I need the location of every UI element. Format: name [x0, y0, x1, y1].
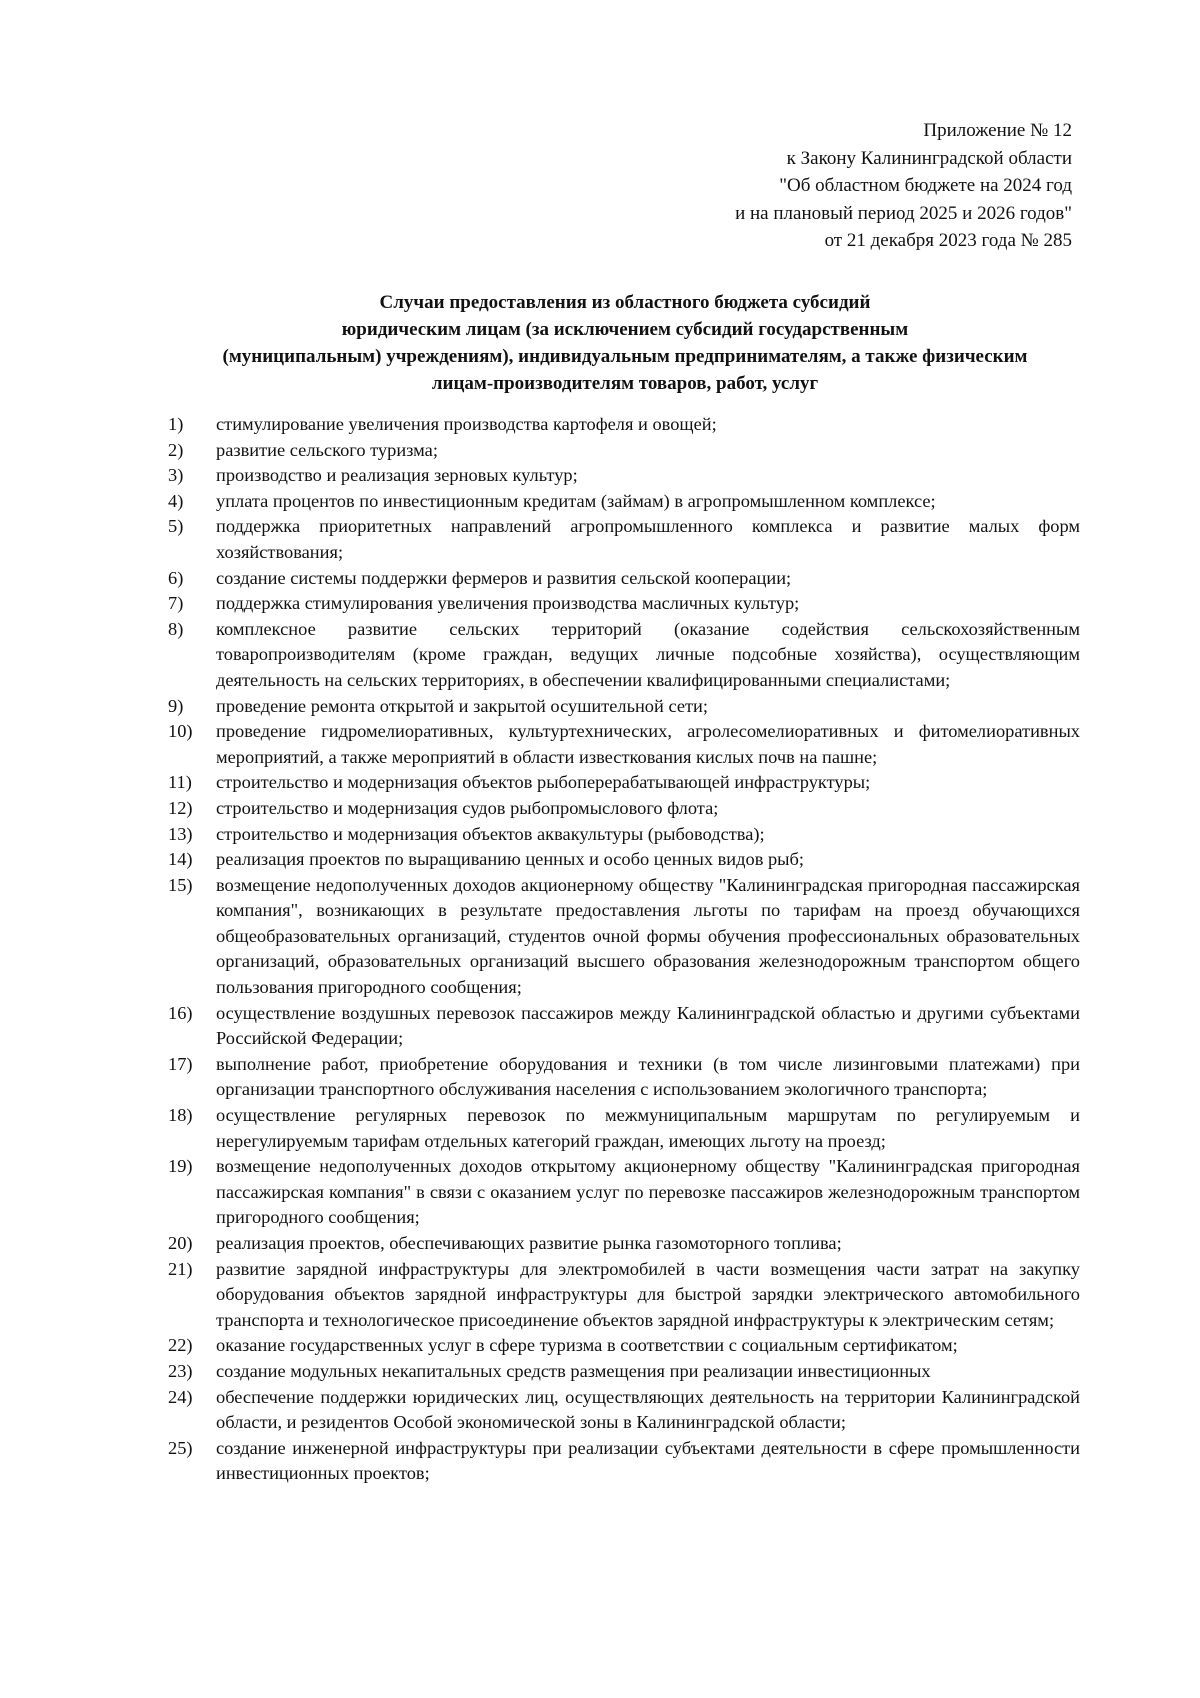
item-text: проведение гидромелиоративных, культуртехнических, агролесомелиоративных и фитомелиоративных мероприятий, а также мероприятий в области известкования кислых почв на пашне;	[216, 721, 1080, 767]
list-item	[168, 822, 1080, 848]
list-item	[168, 1052, 1080, 1103]
list-item	[168, 1257, 1080, 1334]
item-number: 22)	[168, 1335, 193, 1356]
item-text: реализация проектов по выращиванию ценных и особо ценных видов рыб;	[216, 849, 804, 870]
item-text: строительство и модернизация объектов рыбоперерабатывающей инфраструктуры;	[216, 772, 871, 793]
list-item	[168, 719, 1080, 770]
subsidy-cases-list	[168, 412, 1080, 1487]
title-line-1: Случаи предоставления из областного бюджета субсидий	[379, 292, 871, 313]
item-number: 12)	[168, 797, 193, 818]
appendix-number: Приложение № 12	[923, 120, 1072, 141]
list-item	[168, 412, 1080, 438]
item-number: 4)	[168, 490, 184, 511]
item-number: 23)	[168, 1360, 193, 1381]
item-number: 25)	[168, 1437, 193, 1458]
list-item	[168, 514, 1080, 565]
title-line-3: (муниципальным) учреждениям), индивидуальным предпринимателям, а также физическим	[222, 346, 1028, 367]
item-text: реализация проектов, обеспечивающих развитие рынка газомоторного топлива;	[216, 1233, 842, 1253]
item-text: создание модульных некапитальных средств размещения при реализации инвестиционных	[216, 1360, 931, 1381]
item-number: 16)	[168, 1002, 193, 1023]
item-number: 19)	[168, 1156, 193, 1177]
list-item	[168, 489, 1080, 515]
law-title-line-1: "Об областном бюджете на 2024 год	[779, 175, 1072, 196]
item-text: возмещение недополученных доходов открытому акционерному обществу "Калининградская пригородная пассажирская компания" в связи с оказанием услуг по перевозке пассажиров железнодорожным транспортом пригородного сообщения;	[216, 1156, 1080, 1228]
item-number: 8)	[168, 618, 184, 639]
list-item	[168, 617, 1080, 694]
item-text: поддержка стимулирования увеличения производства масличных культур;	[216, 593, 800, 614]
item-number: 13)	[168, 823, 193, 844]
item-number: 15)	[168, 874, 193, 895]
item-text: уплата процентов по инвестиционным кредитам (займам) в агропромышленном комплексе;	[216, 490, 936, 511]
item-text: выполнение работ, приобретение оборудования и техники (в том числе лизинговыми платежами) при организации транспортного обслуживания населения с использованием экологичного транспорта;	[216, 1053, 1080, 1100]
item-text: возмещение недополученных доходов акционерному обществу "Калининградская пригородная пассажирская компания", возникающих в результате предоставления льготы по тарифам на проезд обучающихся общеобразовательных организаций, студентов очной формы обучения профессиональных образовательных организаций, образовательных организаций высшего образования железнодорожным транспортом общего пользования пригородного сообщения;	[216, 874, 1080, 998]
item-text: поддержка приоритетных направлений агропромышленного комплекса и развитие малых форм хозяйствования;	[216, 516, 1080, 562]
list-item	[168, 847, 1080, 873]
item-number: 7)	[168, 593, 184, 614]
item-number: 24)	[168, 1386, 193, 1407]
list-item	[168, 1231, 1080, 1257]
item-text: строительство и модернизация судов рыбопромыслового флота;	[216, 797, 719, 818]
item-number: 9)	[168, 695, 184, 716]
item-text: производство и реализация зерновых культур;	[216, 465, 578, 486]
item-text: осуществление регулярных перевозок по межмуниципальным маршрутам по регулируемым и нерегулируемым тарифам отдельных категорий граждан, имеющих льготу на проезд;	[216, 1105, 1080, 1151]
list-item	[168, 770, 1080, 796]
item-text: комплексное развитие сельских территорий (оказание содействия сельскохозяйственным товаропроизводителям (кроме граждан, ведущих личные подсобные хозяйства), осуществляющим деятельность на сельских территориях, в обеспечении квалифицированными специалистами;	[216, 618, 1080, 690]
list-item	[168, 1333, 1080, 1359]
list-item	[168, 694, 1080, 720]
list-item	[168, 1001, 1080, 1052]
title-line-4: лицам-производителям товаров, работ, услуг	[431, 373, 819, 394]
item-number: 17)	[168, 1053, 193, 1074]
list-item	[168, 438, 1080, 464]
item-text: развитие зарядной инфраструктуры для электромобилей в части возмещения части затрат на закупку оборудования объектов зарядной инфраструктуры для быстрой зарядки электрического автомобильного транспорта и технологическое присоединение объектов зарядной инфраструктуры к электрическим сетям;	[216, 1258, 1080, 1330]
item-text: оказание государственных услуг в сфере туризма в соответствии с социальным сертификатом;	[216, 1335, 958, 1356]
item-number: 14)	[168, 849, 193, 870]
item-number: 10)	[168, 721, 193, 742]
item-number: 11)	[168, 772, 192, 793]
item-text: обеспечение поддержки юридических лиц, осуществляющих деятельность на территории Калининградской области, и резидентов Особой экономической зоны в Калининградской области;	[216, 1386, 1080, 1433]
list-item	[168, 463, 1080, 489]
list-item	[168, 796, 1080, 822]
list-item	[168, 1154, 1080, 1231]
title-line-2: юридическим лицам (за исключением субсидий государственным	[341, 319, 909, 340]
item-number: 5)	[168, 516, 184, 537]
list-item	[168, 873, 1080, 1001]
item-text: стимулирование увеличения производства картофеля и овощей;	[216, 414, 717, 434]
item-text: строительство и модернизация объектов аквакультуры (рыбоводства);	[216, 823, 765, 844]
document-title	[175, 289, 1075, 397]
list-item	[168, 1385, 1080, 1436]
appendix-header	[735, 117, 1072, 255]
law-reference: к Закону Калининградской области	[786, 147, 1072, 169]
list-item	[168, 1436, 1080, 1487]
item-number: 1)	[168, 414, 184, 434]
item-text: проведение ремонта открытой и закрытой осушительной сети;	[216, 695, 708, 716]
item-text: осуществление воздушных перевозок пассажиров между Калининградской областью и другими субъектами Российской Федерации;	[216, 1002, 1080, 1049]
list-item	[168, 1103, 1080, 1154]
item-text: создание инженерной инфраструктуры при реализации субъектами деятельности в сфере промышленности инвестиционных проектов;	[216, 1437, 1080, 1484]
item-number: 3)	[168, 465, 184, 486]
item-number: 2)	[168, 439, 184, 460]
item-number: 20)	[168, 1233, 193, 1253]
item-number: 21)	[168, 1258, 193, 1279]
list-item	[168, 566, 1080, 592]
item-text: создание системы поддержки фермеров и развития сельской кооперации;	[216, 567, 792, 588]
list-item	[168, 591, 1080, 617]
list-item	[168, 1359, 1080, 1385]
law-title-line-2: и на плановый период 2025 и 2026 годов"	[735, 202, 1072, 224]
item-number: 6)	[168, 567, 184, 588]
item-text: развитие сельского туризма;	[216, 439, 438, 460]
law-date: от 21 декабря 2023 года № 285	[824, 230, 1072, 251]
item-number: 18)	[168, 1105, 193, 1126]
